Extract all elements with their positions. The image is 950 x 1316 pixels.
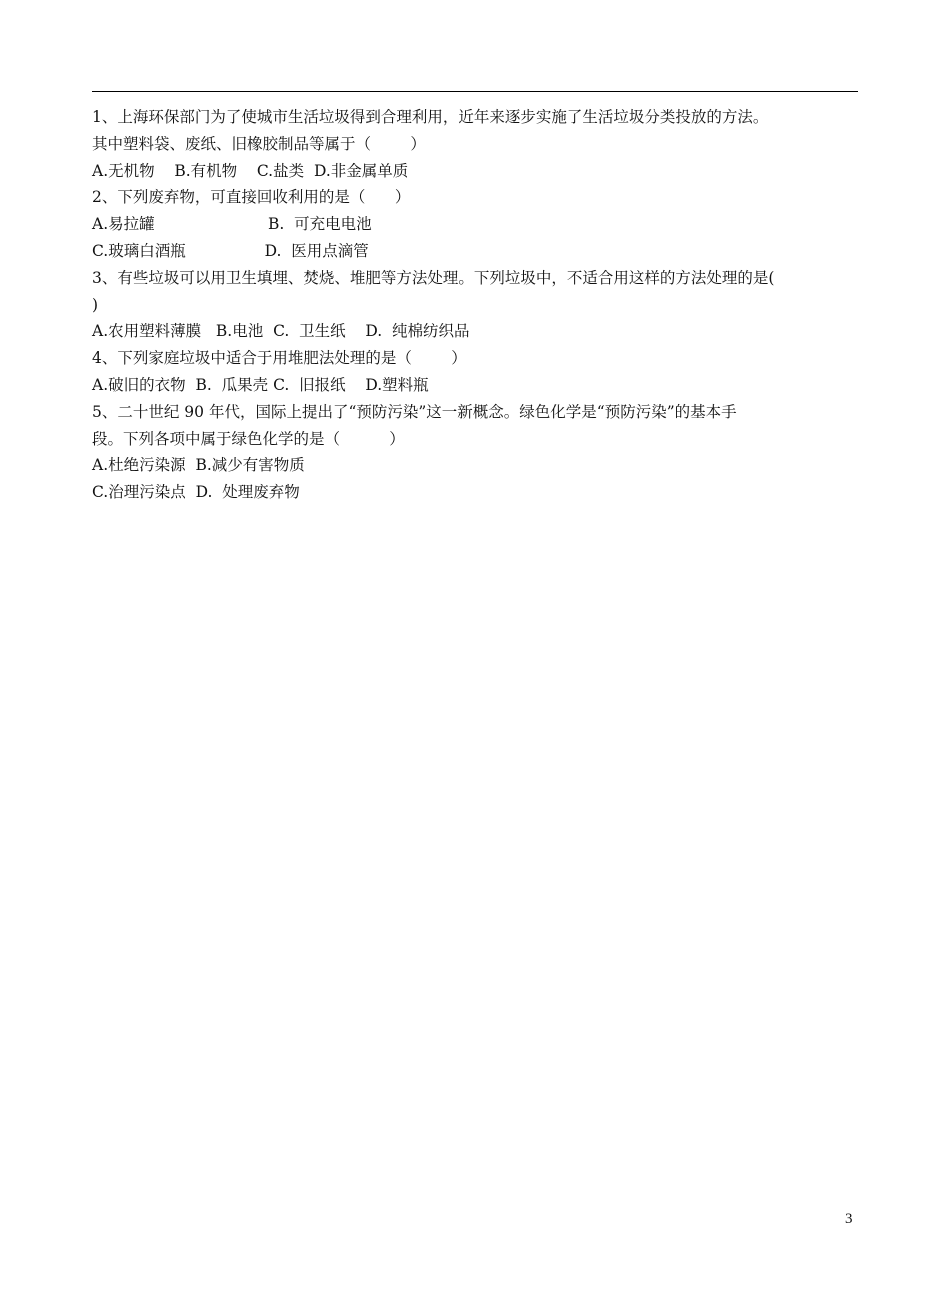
question-3-stem-continued: ): [92, 295, 99, 314]
question-list: [92, 104, 862, 506]
question-5-stem: 5、二十世纪 90 年代，国际上提出了“预防污染”这一新概念。绿色化学是“预防污染”的基本手: [92, 402, 737, 421]
question-3-stem: 3、有些垃圾可以用卫生填埋、焚烧、堆肥等方法处理。下列垃圾中，不适合用这样的方法处理的是(: [92, 268, 775, 287]
question-5-options-ab: A.杜绝污染源 B.减少有害物质: [92, 456, 305, 475]
header-rule: [92, 91, 858, 92]
question-4-stem: 4、下列家庭垃圾中适合于用堆肥法处理的是（ ）: [92, 349, 467, 368]
question-2-options-cd: C.玻璃白酒瓶 D. 医用点滴管: [92, 241, 369, 260]
question-1: [92, 104, 862, 184]
question-2-options-ab: A.易拉罐 B. 可充电电池: [92, 215, 372, 234]
question-1-options: A.无机物 B.有机物 C.盐类 D.非金属单质: [92, 161, 409, 180]
page-number: 3: [845, 1211, 853, 1227]
question-5: [92, 399, 862, 506]
question-2: [92, 184, 862, 264]
question-1-stem-continued: 其中塑料袋、废纸、旧橡胶制品等属于（ ）: [92, 134, 426, 153]
question-2-stem: 2、下列废弃物，可直接回收利用的是（ ）: [92, 188, 411, 207]
question-3: [92, 265, 862, 345]
question-3-options: A.农用塑料薄膜 B.电池 C. 卫生纸 D. 纯棉纺织品: [92, 322, 470, 341]
question-5-options-cd: C.治理污染点 D. 处理废弃物: [92, 483, 300, 502]
question-5-stem-continued: 段。下列各项中属于绿色化学的是（ ）: [92, 429, 405, 448]
question-1-stem: 1、上海环保部门为了使城市生活垃圾得到合理利用，近年来逐步实施了生活垃圾分类投放的方法。: [92, 108, 769, 126]
question-4-options: A.破旧的衣物 B. 瓜果壳 C. 旧报纸 D.塑料瓶: [92, 375, 429, 394]
question-4: [92, 345, 862, 399]
